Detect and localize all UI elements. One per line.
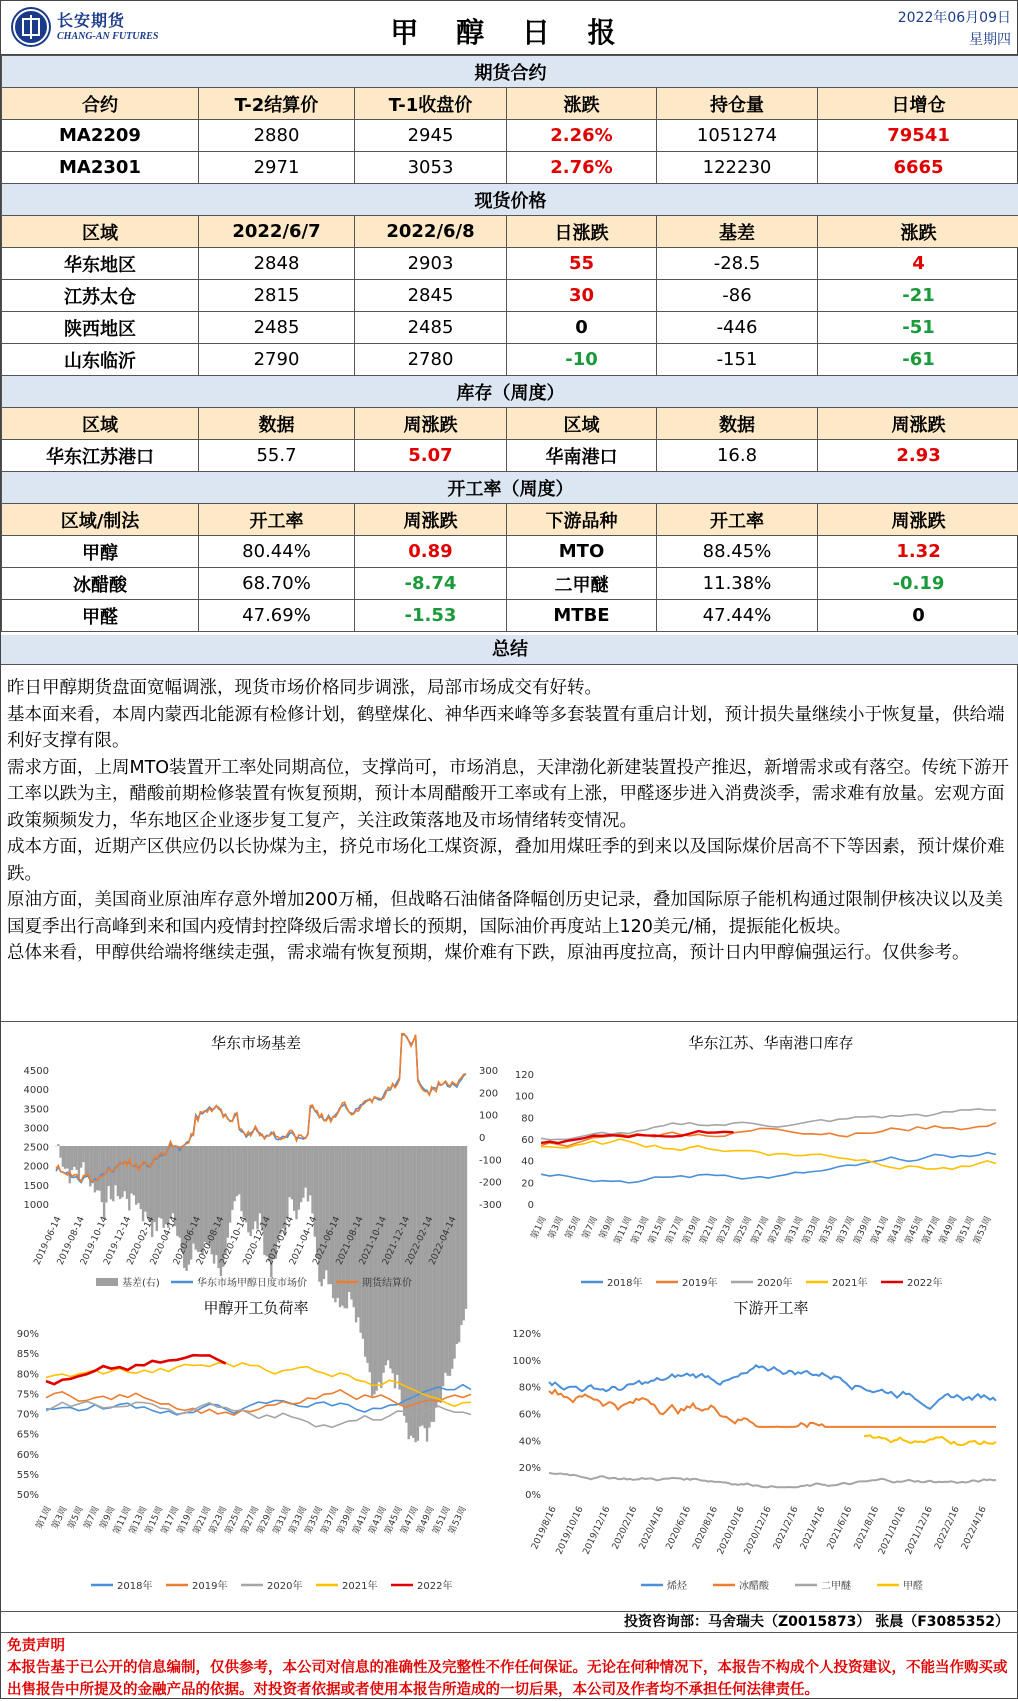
x-tick-label: 2020-10-14 xyxy=(218,1215,249,1267)
table-row xyxy=(2,568,1018,600)
x-tick-label: 第33周 xyxy=(799,1214,822,1246)
summary-paragraph: 昨日甲醇期货盘面宽幅调涨，现货市场价格同步调涨，局部市场成交有好转。 xyxy=(7,675,1013,702)
category-name: 二甲醚 xyxy=(507,568,657,600)
x-tick-label: 第31周 xyxy=(270,1504,293,1536)
futures-table xyxy=(1,55,1018,632)
column-header: 涨跌 xyxy=(507,88,657,120)
x-tick-label: 2019/10/16 xyxy=(555,1505,586,1556)
x-tick-label: 第13周 xyxy=(126,1504,149,1536)
column-header: 下游品种 xyxy=(507,504,657,536)
y-tick-label: 80% xyxy=(519,1383,541,1394)
table-cell: 2848 xyxy=(199,248,355,280)
summary-body xyxy=(1,665,1018,967)
change-cell: 0 xyxy=(507,312,657,344)
column-header: 2022/6/8 xyxy=(355,216,507,248)
weekday-text: 星期四 xyxy=(898,29,1011,51)
table-cell: 68.70% xyxy=(199,568,355,600)
column-header: 开工率 xyxy=(199,504,355,536)
futures-header-row xyxy=(2,88,1018,120)
x-tick-label: 2021/4/16 xyxy=(799,1505,828,1551)
category-name: MTO xyxy=(507,536,657,568)
legend-label: 期货结算价 xyxy=(362,1276,412,1289)
y-tick-label: 4500 xyxy=(24,1066,49,1077)
port-2022-line xyxy=(541,1131,734,1143)
table-cell: 47.44% xyxy=(657,600,818,632)
legend-label: 2021年 xyxy=(342,1579,377,1592)
x-tick-label: 第39周 xyxy=(851,1214,874,1246)
disclaimer xyxy=(1,1635,1018,1701)
legend-label: 2022年 xyxy=(907,1276,942,1289)
y-tick-label: 0% xyxy=(525,1490,541,1501)
x-tick-label: 2021/10/16 xyxy=(877,1505,908,1556)
x-tick-label: 2021/8/16 xyxy=(853,1505,882,1551)
y-tick-label: 40 xyxy=(521,1157,534,1168)
x-tick-label: 第27周 xyxy=(238,1504,261,1536)
x-tick-label: 第19周 xyxy=(679,1214,702,1246)
x-tick-label: 2020/6/16 xyxy=(665,1505,694,1551)
region-name: 江苏太仓 xyxy=(2,280,199,312)
table-cell: 2945 xyxy=(355,120,507,152)
change-cell: -8.74 xyxy=(355,568,507,600)
column-header: 数据 xyxy=(199,408,355,440)
x-tick-label: 第29周 xyxy=(765,1214,788,1246)
table-cell: 47.69% xyxy=(199,600,355,632)
legend-label: 基差(右) xyxy=(122,1276,160,1289)
summary-section xyxy=(1,635,1018,967)
x-tick-label: 2020/10/16 xyxy=(716,1505,747,1556)
table-cell: -151 xyxy=(657,344,818,376)
downstream-formaldehyde-line xyxy=(864,1435,996,1445)
x-tick-label: 第9周 xyxy=(97,1504,118,1531)
table-cell: 1051274 xyxy=(657,120,818,152)
x-tick-label: 2020/4/16 xyxy=(638,1505,667,1551)
rate-2022-line xyxy=(46,1355,226,1384)
table-cell: -446 xyxy=(657,312,818,344)
table-cell: 2790 xyxy=(199,344,355,376)
y-tick-label: 0 xyxy=(528,1200,534,1211)
x-tick-label: 第25周 xyxy=(222,1504,245,1536)
table-cell: 11.38% xyxy=(657,568,818,600)
chart-title-downstream: 下游开工率 xyxy=(733,1299,808,1317)
x-tick-label: 第15周 xyxy=(142,1504,165,1536)
x-tick-label: 2019-12-14 xyxy=(102,1215,133,1267)
y-tick-label: 50% xyxy=(17,1490,39,1501)
y-tick-label: 1000 xyxy=(24,1200,49,1211)
x-tick-label: 第21周 xyxy=(190,1504,213,1536)
y-tick-label: 20% xyxy=(519,1463,541,1474)
y-tick-label: -200 xyxy=(479,1178,502,1189)
change-cell: 2.93 xyxy=(818,440,1018,472)
column-header: 日涨跌 xyxy=(507,216,657,248)
chart-title-port: 华东江苏、华南港口库存 xyxy=(688,1034,853,1052)
contract-name: MA2301 xyxy=(2,152,199,184)
y-tick-label: 2000 xyxy=(24,1162,49,1173)
y-tick-label: 60% xyxy=(519,1410,541,1421)
x-tick-label: 2021-02-14 xyxy=(265,1215,296,1267)
change-cell: 0.89 xyxy=(355,536,507,568)
x-tick-label: 第35周 xyxy=(816,1214,839,1246)
y-tick-label: 75% xyxy=(17,1389,39,1400)
x-tick-label: 第35周 xyxy=(302,1504,325,1536)
port-2018-line xyxy=(541,1153,996,1183)
change-cell: 5.07 xyxy=(355,440,507,472)
column-header: 周涨跌 xyxy=(818,408,1018,440)
x-tick-label: 2021/6/16 xyxy=(826,1505,855,1551)
table-cell: 55.7 xyxy=(199,440,355,472)
y-tick-label: 85% xyxy=(17,1349,39,1360)
x-tick-label: 第39周 xyxy=(334,1504,357,1536)
change-cell: -21 xyxy=(818,280,1018,312)
table-cell: 2971 xyxy=(199,152,355,184)
table-row xyxy=(2,248,1018,280)
y-tick-label: 100 xyxy=(515,1092,534,1103)
x-tick-label: 第45周 xyxy=(902,1214,925,1246)
y-tick-label: 100 xyxy=(479,1111,498,1122)
report-title: 甲 醇 日 报 xyxy=(1,11,1018,51)
column-header: 基差 xyxy=(657,216,818,248)
x-tick-label: 第25周 xyxy=(731,1214,754,1246)
x-tick-label: 第13周 xyxy=(628,1214,651,1246)
summary-paragraph: 基本面来看，本周内蒙西北能源有检修计划，鹤壁煤化、神华西来峰等多套装置有重启计划，预计损失量继续小于恢复量，供给端利好支撑有限。 xyxy=(7,702,1013,755)
column-header: 合约 xyxy=(2,88,199,120)
table-row xyxy=(2,120,1018,152)
column-header: 持仓量 xyxy=(657,88,818,120)
spot-header-row xyxy=(2,216,1018,248)
y-tick-label: 200 xyxy=(479,1088,498,1099)
column-header: 区域 xyxy=(2,216,199,248)
x-tick-label: 第27周 xyxy=(748,1214,771,1246)
x-tick-label: 第51周 xyxy=(953,1214,976,1246)
x-tick-label: 第53周 xyxy=(445,1504,468,1536)
legend-label: 2018年 xyxy=(117,1579,152,1592)
legend-label: 华东市场甲醇日度市场价 xyxy=(197,1276,307,1289)
y-tick-label: 55% xyxy=(17,1470,39,1481)
operating-header-row xyxy=(2,504,1018,536)
x-tick-label: 第3周 xyxy=(49,1504,70,1531)
charts-area xyxy=(1,1021,1018,1611)
summary-paragraph: 总体来看，甲醇供给端将继续走强，需求端有恢复预期，煤价难有下跌，原油再度拉高，预计日内甲醇偏强运行。仅供参考。 xyxy=(7,940,1013,967)
x-tick-label: 第1周 xyxy=(33,1504,54,1531)
y-tick-label: 80 xyxy=(521,1113,534,1124)
x-tick-label: 第43周 xyxy=(885,1214,908,1246)
table-row xyxy=(2,600,1018,632)
legend-label: 烯烃 xyxy=(667,1579,688,1592)
table-row xyxy=(2,344,1018,376)
table-cell: -28.5 xyxy=(657,248,818,280)
table-cell: 2780 xyxy=(355,344,507,376)
legend-label: 2020年 xyxy=(267,1579,302,1592)
table-cell: 122230 xyxy=(657,152,818,184)
x-tick-label: 2022-04-14 xyxy=(428,1215,459,1267)
y-tick-label: 4000 xyxy=(24,1085,49,1096)
chart-title-rate: 甲醇开工负荷率 xyxy=(203,1299,308,1317)
region-name: 山东临沂 xyxy=(2,344,199,376)
x-tick-label: 2020-04-14 xyxy=(149,1215,180,1267)
x-tick-label: 2020/8/16 xyxy=(691,1505,720,1551)
legend-label: 2021年 xyxy=(832,1276,867,1289)
change-cell: 0 xyxy=(818,600,1018,632)
x-tick-label: 第11周 xyxy=(611,1214,634,1246)
contract-name: MA2209 xyxy=(2,120,199,152)
report-header xyxy=(1,1,1018,55)
x-tick-label: 2022-02-14 xyxy=(404,1215,435,1267)
table-cell: 2485 xyxy=(199,312,355,344)
x-tick-label: 第15周 xyxy=(645,1214,668,1246)
x-tick-label: 第41周 xyxy=(350,1504,373,1536)
table-row xyxy=(2,536,1018,568)
summary-paragraph: 需求方面，上周MTO装置开工率处同期高位，支撑尚可，市场消息，天津渤化新建装置投产推迟，新增需求或有落空。传统下游开工率以跌为主，醋酸前期检修装置有恢复预期，预计本周醋酸开工率或有上涨，甲醛逐步进入消费淡季，需求难有放量。宏观方面政策频频发力，华东地区企业逐步复工复产，关注政策落地及市场情绪转变情况。 xyxy=(7,755,1013,835)
x-tick-label: 第47周 xyxy=(398,1504,421,1536)
column-header: 周涨跌 xyxy=(818,504,1018,536)
region-name: 陕西地区 xyxy=(2,312,199,344)
column-header: 开工率 xyxy=(657,504,818,536)
region-name: 华东地区 xyxy=(2,248,199,280)
x-tick-label: 第47周 xyxy=(919,1214,942,1246)
y-tick-label: 120% xyxy=(512,1329,541,1340)
x-tick-label: 2020-02-14 xyxy=(125,1215,156,1267)
legend-label: 2022年 xyxy=(417,1579,452,1592)
consult-line: 投资咨询部：马舍瑞夫（Z0015873） 张晨（F3085352） xyxy=(1,1611,1018,1633)
x-tick-label: 2022/2/16 xyxy=(933,1505,962,1551)
x-tick-label: 2021/12/16 xyxy=(904,1505,935,1556)
y-tick-label: 1500 xyxy=(24,1181,49,1192)
column-header: 区域 xyxy=(507,408,657,440)
category-name: MTBE xyxy=(507,600,657,632)
y-tick-label: 300 xyxy=(479,1066,498,1077)
x-tick-label: 2020-12-14 xyxy=(242,1215,273,1267)
change-cell: 2.76% xyxy=(507,152,657,184)
category-name: 甲醛 xyxy=(2,600,199,632)
legend-label: 2019年 xyxy=(682,1276,717,1289)
change-cell: 6665 xyxy=(818,152,1018,184)
table-cell: 80.44% xyxy=(199,536,355,568)
operating-section-title: 开工率（周度） xyxy=(2,472,1018,504)
y-tick-label: 65% xyxy=(17,1430,39,1441)
chart-title-basis: 华东市场基差 xyxy=(211,1034,301,1052)
y-tick-label: 0 xyxy=(479,1133,485,1144)
x-tick-label: 第31周 xyxy=(782,1214,805,1246)
legend-label: 二甲醚 xyxy=(821,1579,852,1592)
x-tick-label: 第37周 xyxy=(833,1214,856,1246)
legend-swatch xyxy=(96,1278,118,1286)
x-tick-label: 2019/8/16 xyxy=(530,1505,559,1551)
logo-text-cn: 长安期货 xyxy=(57,8,125,31)
x-tick-label: 第43周 xyxy=(366,1504,389,1536)
y-tick-label: 60% xyxy=(17,1450,39,1461)
x-tick-label: 2021-08-14 xyxy=(335,1215,366,1267)
table-cell: 88.45% xyxy=(657,536,818,568)
x-tick-label: 2019/12/16 xyxy=(581,1505,612,1556)
x-tick-label: 2020-08-14 xyxy=(195,1215,226,1267)
change-cell: 30 xyxy=(507,280,657,312)
table-row xyxy=(2,280,1018,312)
x-tick-label: 第53周 xyxy=(970,1214,993,1246)
table-cell: -86 xyxy=(657,280,818,312)
legend-label: 冰醋酸 xyxy=(739,1579,770,1592)
change-cell: -51 xyxy=(818,312,1018,344)
category-name: 冰醋酸 xyxy=(2,568,199,600)
port-2021-line xyxy=(541,1139,996,1169)
x-tick-label: 第11周 xyxy=(110,1504,133,1536)
y-tick-label: 70% xyxy=(17,1410,39,1421)
x-tick-label: 2021-12-14 xyxy=(381,1215,412,1267)
x-tick-label: 2019-08-14 xyxy=(56,1215,87,1267)
downstream-olefin-line xyxy=(549,1365,996,1409)
x-tick-label: 第51周 xyxy=(429,1504,452,1536)
change-cell: 1.32 xyxy=(818,536,1018,568)
change-cell: -1.53 xyxy=(355,600,507,632)
y-tick-label: -300 xyxy=(479,1200,502,1211)
y-tick-label: 120 xyxy=(515,1070,534,1081)
x-tick-label: 第49周 xyxy=(936,1214,959,1246)
disclaimer-text: 本报告基于已公开的信息编制，仅供参考，本公司对信息的准确性及完整性不作任何保证。无论在何种情况下，本报告不构成个人投资建议，不能当作购买或出售报告中所提及的金融产品的依据。对投资者依据或者使用本报告所造成的一切后果，本公司及作者均不承担任何法律责任。 xyxy=(7,1657,1013,1701)
column-header: T-2结算价 xyxy=(199,88,355,120)
y-tick-label: 100% xyxy=(512,1356,541,1367)
table-cell: 2815 xyxy=(199,280,355,312)
table-cell: 2880 xyxy=(199,120,355,152)
report-date xyxy=(898,7,1011,51)
table-row xyxy=(2,440,1018,472)
change-cell: -61 xyxy=(818,344,1018,376)
x-tick-label: 第7周 xyxy=(81,1504,102,1531)
column-header: 2022/6/7 xyxy=(199,216,355,248)
legend-label: 2018年 xyxy=(607,1276,642,1289)
region-name: 华南港口 xyxy=(507,440,657,472)
x-tick-label: 2019-10-14 xyxy=(79,1215,110,1267)
x-tick-label: 第21周 xyxy=(697,1214,720,1246)
y-tick-label: 3500 xyxy=(24,1104,49,1115)
change-cell: -0.19 xyxy=(818,568,1018,600)
inventory-section-title: 库存（周度） xyxy=(2,376,1018,408)
change-cell: -10 xyxy=(507,344,657,376)
column-header: 周涨跌 xyxy=(355,504,507,536)
region-name: 华东江苏港口 xyxy=(2,440,199,472)
table-cell: 3053 xyxy=(355,152,507,184)
x-tick-label: 第41周 xyxy=(868,1214,891,1246)
y-tick-label: 40% xyxy=(519,1436,541,1447)
column-header: 周涨跌 xyxy=(355,408,507,440)
change-cell: 2.26% xyxy=(507,120,657,152)
table-cell: 2485 xyxy=(355,312,507,344)
x-tick-label: 第37周 xyxy=(318,1504,341,1536)
x-tick-label: 第17周 xyxy=(158,1504,181,1536)
inventory-header-row xyxy=(2,408,1018,440)
column-header: 涨跌 xyxy=(818,216,1018,248)
summary-paragraph: 原油方面，美国商业原油库存意外增加200万桶，但战略石油储备降幅创历史记录，叠加国际原子能机构通过限制伊核决议以及美国夏季出行高峰到来和国内疫情封控降级后需求增长的预期，国际油价再度站上120美元/桶，提振能化板块。 xyxy=(7,887,1013,940)
x-tick-label: 第23周 xyxy=(714,1214,737,1246)
x-tick-label: 第17周 xyxy=(662,1214,685,1246)
downstream-dme-line xyxy=(549,1473,996,1487)
x-tick-label: 第33周 xyxy=(286,1504,309,1536)
x-tick-label: 2021-04-14 xyxy=(288,1215,319,1267)
y-tick-label: 90% xyxy=(17,1329,39,1340)
change-cell: 79541 xyxy=(818,120,1018,152)
y-tick-label: 60 xyxy=(521,1135,534,1146)
summary-paragraph: 成本方面，近期产区供应仍以长协煤为主，挤兑市场化工煤资源，叠加用煤旺季的到来以及国际煤价居高不下等因素，预计煤价难跌。 xyxy=(7,834,1013,887)
x-tick-label: 2021/2/16 xyxy=(772,1505,801,1551)
y-tick-label: 80% xyxy=(17,1369,39,1380)
change-cell: 55 xyxy=(507,248,657,280)
x-tick-label: 2019-06-14 xyxy=(33,1215,64,1267)
y-tick-label: 3000 xyxy=(24,1123,49,1134)
disclaimer-title: 免责声明 xyxy=(7,1635,1013,1657)
futures-section-title: 期货合约 xyxy=(2,56,1018,88)
column-header: 日增仓 xyxy=(818,88,1018,120)
table-cell: 16.8 xyxy=(657,440,818,472)
x-tick-label: 第23周 xyxy=(206,1504,229,1536)
date-text: 2022年06月09日 xyxy=(898,7,1011,29)
table-cell: 2845 xyxy=(355,280,507,312)
y-tick-label: -100 xyxy=(479,1155,502,1166)
column-header: 区域/制法 xyxy=(2,504,199,536)
x-tick-label: 第29周 xyxy=(254,1504,277,1536)
column-header: 数据 xyxy=(657,408,818,440)
x-tick-label: 2020/2/16 xyxy=(611,1505,640,1551)
x-tick-label: 第7周 xyxy=(579,1214,600,1241)
category-name: 甲醇 xyxy=(2,536,199,568)
x-tick-label: 第5周 xyxy=(562,1214,583,1241)
table-row xyxy=(2,312,1018,344)
change-cell: 4 xyxy=(818,248,1018,280)
table-row xyxy=(2,152,1018,184)
x-tick-label: 第1周 xyxy=(528,1214,549,1241)
x-tick-label: 第45周 xyxy=(382,1504,405,1536)
x-tick-label: 第3周 xyxy=(545,1214,566,1241)
column-header: T-1收盘价 xyxy=(355,88,507,120)
summary-title: 总结 xyxy=(1,635,1018,665)
x-tick-label: 2020/12/16 xyxy=(743,1505,774,1556)
x-tick-label: 第49周 xyxy=(413,1504,436,1536)
column-header: 区域 xyxy=(2,408,199,440)
legend-label: 2019年 xyxy=(192,1579,227,1592)
x-tick-label: 2021-06-14 xyxy=(311,1215,342,1267)
legend-label: 甲醛 xyxy=(903,1579,923,1592)
x-tick-label: 2021-10-14 xyxy=(358,1215,389,1267)
x-tick-label: 第19周 xyxy=(174,1504,197,1536)
x-tick-label: 第9周 xyxy=(596,1214,617,1241)
logo-text-en: CHANG-AN FUTURES xyxy=(57,31,158,42)
legend-label: 2020年 xyxy=(757,1276,792,1289)
x-tick-label: 2020-06-14 xyxy=(172,1215,203,1267)
spot-section-title: 现货价格 xyxy=(2,184,1018,216)
x-tick-label: 2022/4/16 xyxy=(960,1505,989,1551)
y-tick-label: 20 xyxy=(521,1178,534,1189)
x-tick-label: 第5周 xyxy=(65,1504,86,1531)
table-cell: 2903 xyxy=(355,248,507,280)
y-tick-label: 2500 xyxy=(24,1143,49,1154)
charts-canvas xyxy=(1,1022,1018,1612)
